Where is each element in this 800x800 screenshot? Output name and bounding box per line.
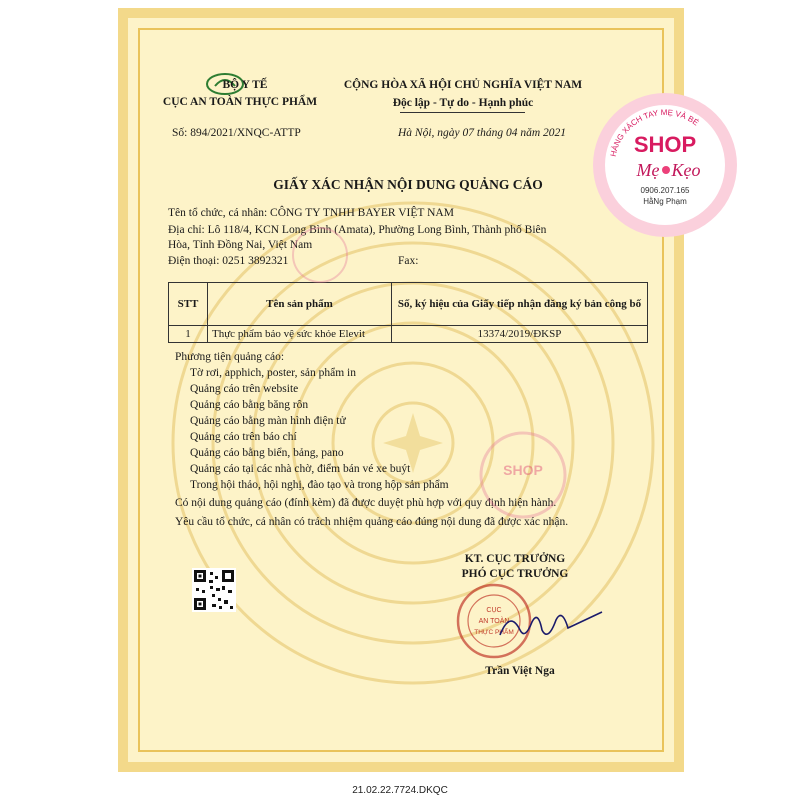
shop-logo-badge-icon [590, 90, 740, 240]
country-name: CỘNG HÒA XÃ HỘI CHỦ NGHĨA VIỆT NAM [343, 79, 583, 91]
media-item: Trong hội thảo, hội nghị, đào tạo và trong hộp sản phẩm [190, 479, 449, 491]
media-item: Tờ rơi, apphich, poster, sản phẩm in [190, 367, 356, 379]
national-motto: Độc lập - Tự do - Hạnh phúc [392, 97, 534, 109]
seal-text-bottom: THỰC PHẨM [474, 629, 514, 636]
signature-title-1: KT. CỤC TRƯỞNG [464, 553, 566, 565]
issue-date: Hà Nội, ngày 07 tháng 04 năm 2021 [398, 127, 567, 139]
cell-registration: 13374/2019/ĐKSP [392, 326, 648, 343]
table-header-row [169, 283, 648, 326]
badge-brand-left: Mẹ [636, 160, 660, 180]
table-row [169, 326, 648, 343]
org-name: Tên tổ chức, cá nhân: CÔNG TY TNHH BAYER VIỆT NAM [168, 207, 454, 219]
badge-shop-text: SHOP [633, 132, 697, 157]
department-name: CỤC AN TOÀN THỰC PHẨM [162, 96, 318, 108]
column-header-stt: STT [169, 283, 208, 326]
document-title: GIẤY XÁC NHẬN NỘI DUNG QUẢNG CÁO [273, 177, 543, 192]
org-phone: Điện thoại: 0251 3892321 [168, 255, 289, 267]
badge-arc-text: HÀNG XÁCH TAY MẸ VÀ BÉ [608, 107, 701, 158]
cell-stt: 1 [169, 326, 208, 343]
media-item: Quảng cáo trên báo chí [190, 431, 297, 443]
ministry-name: BỘ Y TẾ [222, 79, 268, 91]
org-address-line1: Địa chỉ: Lô 118/4, KCN Long Bình (Amata), Phường Long Bình, Thành phố Biên [168, 224, 547, 236]
signature-title-2: PHÓ CỤC TRƯỞNG [461, 568, 569, 580]
media-heading: Phương tiện quảng cáo: [175, 351, 285, 363]
document-number: Số: 894/2021/XNQC-ATTP [172, 127, 301, 139]
responsibility-statement: Yêu cầu tổ chức, cá nhân có trách nhiệm quảng cáo đúng nội dung đã được xác nhận. [175, 516, 569, 528]
badge-brand-right: Kẹo [671, 160, 701, 180]
qr-code-icon [192, 568, 236, 612]
shop-watermark-icon [478, 430, 568, 520]
approval-statement: Có nội dung quảng cáo (đính kèm) đã được duyệt phù hợp với quy định hiện hành. [175, 497, 557, 509]
product-table [168, 282, 648, 343]
column-header-product: Tên sản phẩm [208, 283, 392, 326]
motto-underline [400, 112, 525, 113]
org-address-line2: Hòa, Tỉnh Đồng Nai, Việt Nam [168, 239, 313, 251]
footer-document-code: 21.02.22.7724.DKQC [352, 785, 448, 796]
media-item: Quảng cáo tại các nhà chờ, điểm bán vé xe buýt [190, 463, 411, 475]
handwritten-signature-icon [490, 600, 610, 650]
media-item: Quảng cáo bằng biển, bảng, pano [190, 447, 344, 459]
watermark-shop-text: SHOP [503, 462, 543, 478]
badge-facebook: HằNg Phạm [643, 197, 687, 206]
column-header-registration: Số, ký hiệu của Giấy tiếp nhận đăng ký bản công bố [392, 283, 648, 326]
media-item: Quảng cáo bằng băng rôn [190, 399, 309, 411]
signer-name: Trần Việt Nga [485, 665, 555, 677]
org-fax: Fax: [398, 255, 419, 267]
badge-phone: 0906.207.165 [640, 186, 690, 195]
cell-product: Thực phẩm bảo vệ sức khỏe Elevit [208, 326, 392, 343]
shop-watermark-small-icon [290, 225, 350, 285]
seal-text-top: CỤC [486, 607, 502, 614]
media-item: Quảng cáo bằng màn hình điện tử [190, 415, 346, 427]
seal-text-mid: AN TOÀN [478, 618, 510, 625]
media-item: Quảng cáo trên website [190, 383, 299, 395]
